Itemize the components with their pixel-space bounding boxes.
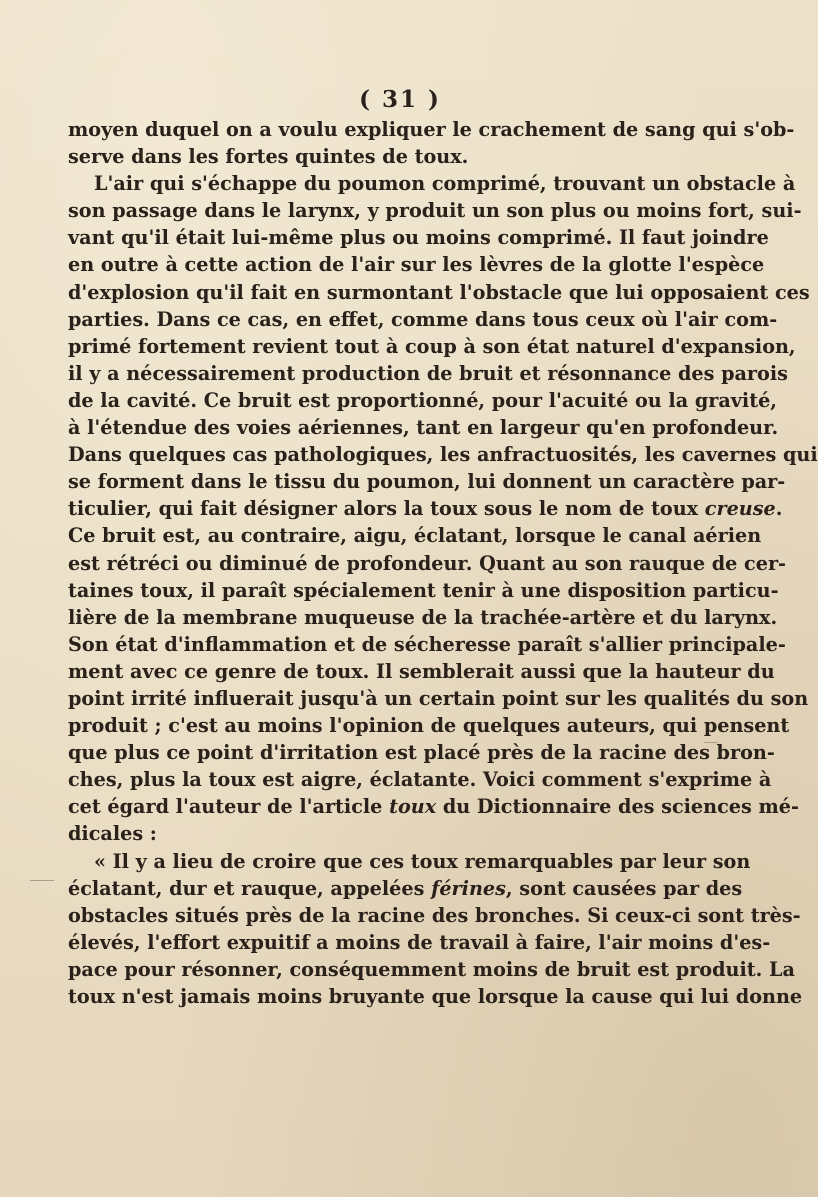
text-line: L'air qui s'échappe du poumon comprimé, trouvant un obstacle à bbox=[94, 172, 796, 196]
text-run: . bbox=[775, 497, 783, 521]
text-line: toux n'est jamais moins bruyante que lorsque la cause qui lui donne bbox=[68, 985, 803, 1008]
text-run: ticulier, qui fait désigner alors la toux sous le nom de toux bbox=[68, 497, 705, 521]
text-line: son passage dans le larynx, y produit un son plus ou moins fort, sui- bbox=[68, 199, 802, 223]
page-number: ( 31 ) bbox=[359, 86, 441, 113]
text-line: élevés, l'effort expuitif a moins de travail à faire, l'air moins d'es- bbox=[68, 930, 771, 954]
text-line: serve dans les fortes quintes de toux. bbox=[68, 145, 469, 169]
text-run: du Dictionnaire des sciences mé- bbox=[436, 795, 799, 819]
body-text bbox=[68, 116, 818, 1010]
text-line: parties. Dans ce cas, en effet, comme dans tous ceux où l'air com- bbox=[68, 307, 778, 331]
text-line: produit ; c'est au moins l'opinion de quelques auteurs, qui pensent bbox=[68, 714, 790, 738]
text-line: que plus ce point d'irritation est placé près de la racine des bron- bbox=[68, 741, 775, 765]
text-line: à l'étendue des voies aériennes, tant en largeur qu'en profondeur. bbox=[68, 416, 779, 440]
text-line: il y a nécessairement production de bruit et résonnance des parois bbox=[68, 361, 788, 385]
text-line: Ce bruit est, au contraire, aigu, éclatant, lorsque le canal aérien bbox=[68, 524, 762, 548]
text-line bbox=[68, 495, 783, 522]
text-line: d'explosion qu'il fait en surmontant l'obstacle que lui opposaient ces bbox=[68, 280, 810, 304]
text-line: pace pour résonner, conséquemment moins de bruit est produit. La bbox=[68, 957, 795, 981]
text-line: point irrité influerait jusqu'à un certain point sur les qualités du son bbox=[68, 686, 809, 710]
text-run: éclatant, dur et rauque, appelées bbox=[68, 876, 432, 900]
text-line: lière de la membrane muqueuse de la trachée-artère et du larynx. bbox=[68, 605, 778, 629]
text-line: de la cavité. Ce bruit est proportionné, pour l'acuité ou la gravité, bbox=[68, 388, 777, 412]
text-line: ches, plus la toux est aigre, éclatante. Voici comment s'exprime à bbox=[68, 768, 772, 792]
text-line: ment avec ce genre de toux. Il semblerait aussi que la hauteur du bbox=[68, 659, 775, 683]
text-line: Son état d'inflammation et de sécheresse paraît s'allier principale- bbox=[68, 632, 786, 656]
text-line: en outre à cette action de l'air sur les lèvres de la glotte l'espèce bbox=[68, 253, 765, 277]
text-line: primé fortement revient tout à coup à son état naturel d'expansion, bbox=[68, 334, 796, 358]
text-line bbox=[68, 793, 799, 820]
text-line: moyen duquel on a voulu expliquer le crachement de sang qui s'ob- bbox=[68, 118, 795, 141]
text-run: , sont causées par des bbox=[505, 876, 743, 900]
text-line: vant qu'il était lui-même plus ou moins comprimé. Il faut joindre bbox=[68, 226, 769, 250]
text-line: se forment dans le tissu du poumon, lui donnent un caractère par- bbox=[68, 470, 786, 494]
italic-term: férines bbox=[431, 876, 506, 900]
page-edge-mark bbox=[704, 742, 718, 743]
text-line: taines toux, il paraît spécialement tenir à une disposition particu- bbox=[68, 578, 779, 602]
text-line: est rétréci ou diminué de profondeur. Quant au son rauque de cer- bbox=[68, 551, 787, 575]
text-line: Dans quelques cas pathologiques, les anfractuosités, les cavernes qui bbox=[68, 443, 818, 467]
text-line bbox=[68, 875, 743, 902]
italic-term: toux bbox=[389, 795, 437, 819]
text-line: dicales : bbox=[68, 822, 157, 846]
text-run: cet égard l'auteur de l'article bbox=[68, 795, 390, 819]
italic-term: creuse bbox=[704, 497, 776, 521]
text-line: « Il y a lieu de croire que ces toux remarquables par leur son bbox=[94, 849, 751, 873]
text-line: obstacles situés près de la racine des bronches. Si ceux-ci sont très- bbox=[68, 903, 801, 927]
page-edge-mark bbox=[30, 880, 54, 881]
